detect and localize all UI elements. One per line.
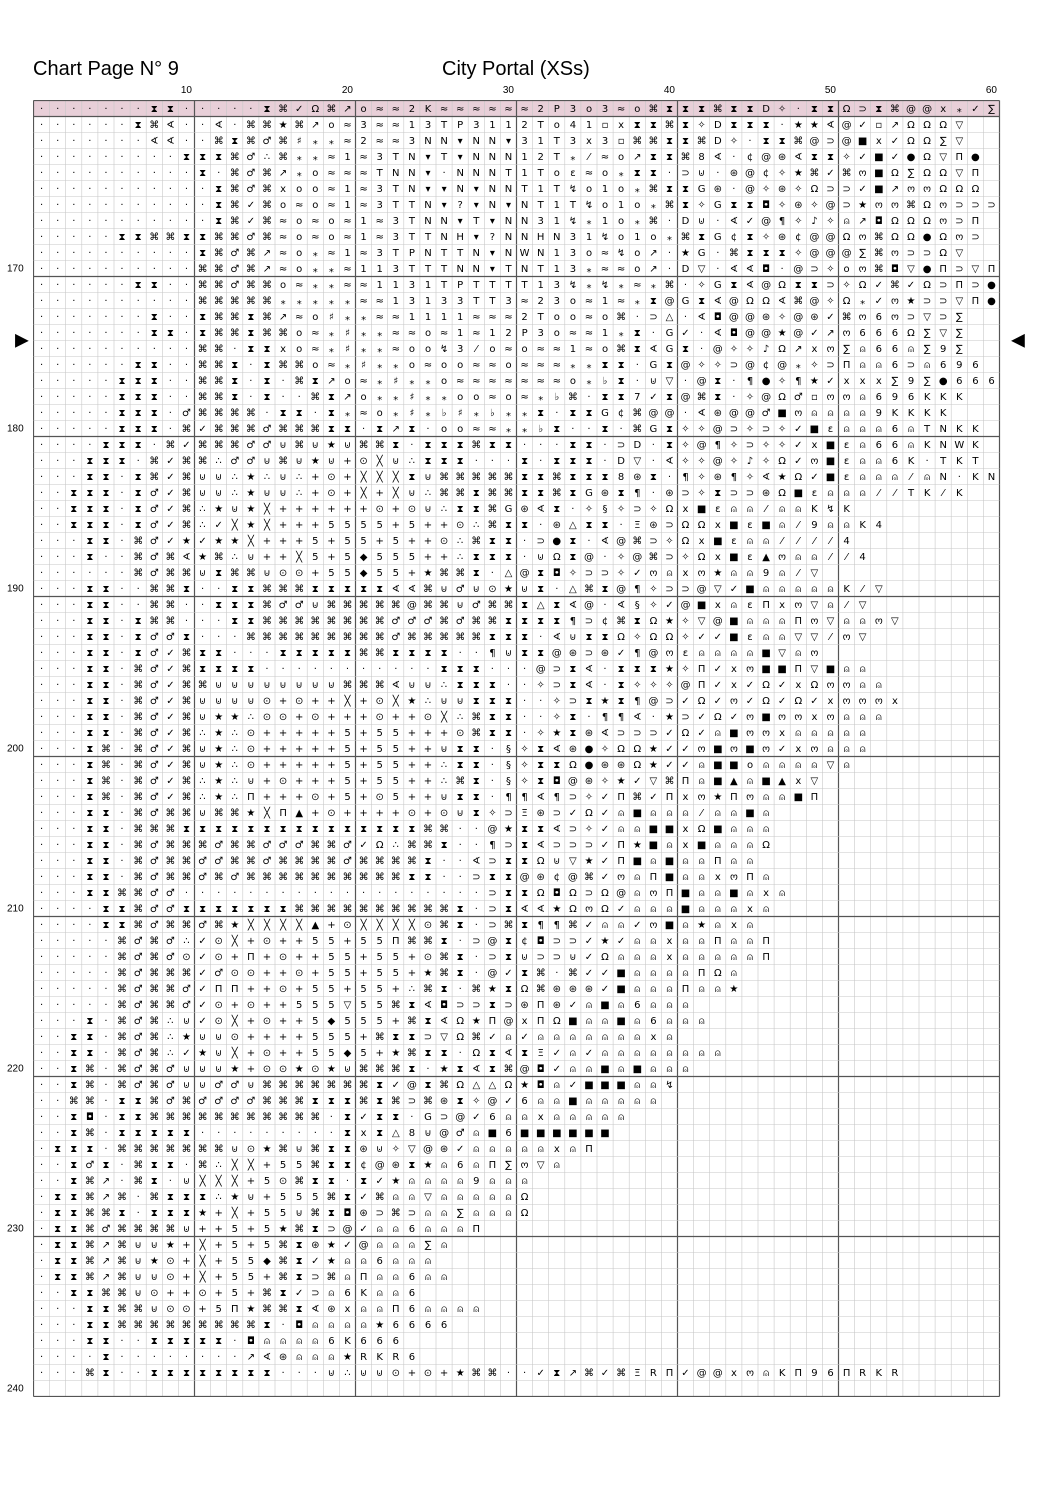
column-number: 50 xyxy=(824,85,836,96)
symbol-row: · · · · · · · · · ⧗ ⧗ ⧗ ⌘ ♂ ∴ ⌘ ⁎ ⁎ ≈ 1 ≈ 3 T N ▾ T ▾ N N N 1 2 T ⁎ ⁄ ≈ ο ↗ ⧗ ⧗ ⌘ 8 ∢ · ¢ @ ⊛ ∢ ⧗ ⧗ ✧ ✓ ■ ✓ ● Ω ▽ Π ● xyxy=(40,152,980,163)
symbol-row: · · ⧗ ⧗ ⧗ · ⧗ ♂ ✓ ⌘ ⊍ ⊍ ∴ ★ ⊍ ⊍ ∴ + ⊙ + ╳ + ╳ ⊍ ∴ ⌘ ⌘ ⧗ ⌘ ⌘ ⧗ ⧗ ⌘ ⧗ G ⊛ ⧗ ¶ · ⊛ ⊃ ✧ ⧗ ⊃ ⊃ ⊛ Ω ■ ε ⍝ ⍝ ⍝ ⁄ ⁄ T K ⁄ K xyxy=(40,488,963,499)
row-number: 180 xyxy=(7,423,24,434)
symbol-row: · · · ⧗ ⌘ · ⌘ ♂ ✓ ⌘ ∴ ★ ∴ Π + + + ⊙ + 5 + ⊙ 5 + + ⊍ ⧗ ⧗ · ¶ ¶ ∢ ¶ ⊃ ✧ ✓ Π ⌘ ✓ Π x ო ★ Π ო ⍝ ⍝ ■ Π xyxy=(40,792,819,803)
symbol-row: · · · ⧗ ⧗ · ⌘ ♂ ✓ ⌘ ⌘ ⊍ ⊍ ⊍ ⊍ ⊍ ⊍ ⊍ ⊍ ⌘ ⌘ ⌘ ∢ ⊍ ⊍ ∴ ⧗ ⧗ ⧗ · · ✧ ⊃ ⧗ ∢ · ⧗ ✧ ✧ ✧ @ Π ✓ x ✓ Ω ✓ x Ω ო ო ⍝ ⍝ xyxy=(40,680,882,691)
symbol-row: · · ⧗ ◘ · ⧗ ⧗ ⌘ ⌘ ⌘ ⌘ ⌘ ⌘ ⌘ ⌘ ⌘ ⌘ ⌘ · ⧗ ✓ ⧗ ⧗ · G ⊃ @ ✓ 6 ⍝ ⍝ x ⍝ ⍝ ⍝ ⍝ ⍝ xyxy=(40,1112,625,1123)
symbol-row: · · · · · · ⧗ ⧗ · · ⌘ ⌘ ⧗ · ⧗ ⌘ ⌘ ο ≈ ⁎ ♯ ⁎ ⁎ ο ≈ ο ο ≈ ≈ ο ≈ ≈ ≈ ⁎ ⁎ ⧗ ⧗ · G ⧗ @ ✧ ✧ ⊃ @ ¢ @ ⁎ ✧ ⊃ Π ⍝ ⍝ 6 ⊃ ⍝ 6 9 6 xyxy=(40,360,979,371)
symbol-row: · · · · · · ⧗ ⧗ · · ⌘ ⌘ ♂ ⌘ ⌘ ο ≈ ⁎ ⁎ ≈ ≈ 1 1 3 1 T P T T T T 1 3 ↯ ⁎ ↯ ⁎ ≈ ⁎ ⌘ · ✧ G ⧗ ∢ @ Ω ⧗ ⧗ ⊃ ✧ Ω ✓ ⌘ ✓ Ω ⊃ Π ⊃ ● xyxy=(40,280,996,291)
symbol-row: · ⧗ ⧗ ⌘ ↗ ⌘ ⊍ ★ ⊙ + ╳ + 5 5 ◆ ⌘ ⧗ ✓ ★ ⍝ ⍝ 6 ⍝ ⍝ ⍝ xyxy=(40,1256,431,1267)
symbol-row: · · ⧗ ⌘ ↗ · ⌘ ⧗ · ⊍ ╳ ╳ ╳ + 5 ⊙ ⌘ ⧗ ⧗ · ⧗ ✓ ★ ⍝ ⍝ ⍝ ⍝ 9 ⍝ ⍝ ⍝ xyxy=(40,1176,528,1187)
symbol-row: · · · · ⧗ · · · · · · · · ↗ ∢ ⊛ ⍝ ⍝ ⍝ ★ R K R 6 xyxy=(40,1352,416,1363)
symbol-row: · · ⧗ ⧗ ⧗ · ⧗ ♂ ✓ ⌘ ∴ ★ ⊍ ★ ╳ + + + + + + ⊙ + ⊙ ⊍ ∴ ⧗ ⧗ ⌘ G ⊛ ∢ ⧗ · ✧ § ✧ ⊃ ✧ Ω x ■ ε ⍝ ⍝ ⁄ ⍝ ⍝ K ↯ K xyxy=(40,504,850,515)
column-number: 20 xyxy=(341,85,353,96)
symbol-row: · · · · · · · ∢ ∢ · · ⌘ ⧗ ⌘ ♂ ⌘ ♯ ⁎ ⁎ ≈ 2 ≈ ≈ 3 N N ▾ N N ▾ 3 1 T 3 x 3 ▫ ⌘ ⌘ ⧗ ⧗ ⌘ D ✧ · ⧗ ⧗ ⌘ @ ⊃ @ ■ x ✓ Ω Ω ∑ ▽ xyxy=(40,136,964,147)
symbol-row: · · · · · · · ⧗ ⧗ · ⧗ ⌘ ⌘ ⧗ ⌘ ⌘ ο ≈ ⁎ ♯ ⁎ ⁎ ≈ ≈ ο ≈ 1 ≈ 1 2 P 3 ο ≈ ≈ 1 ⁎ ⧗ · G ✓ · ∢ ◘ @ @ ★ @ ✓ ↗ ო 6 6 6 Ω ∑ ▽ ∑ xyxy=(40,328,963,339)
pattern-chart xyxy=(33,100,1001,1397)
row-number: 190 xyxy=(7,583,24,594)
symbol-row: · · · · · · ⌘ ♂ ⌘ ⌘ ⊍ ⧗ ⌘ ⌘ ⊍ ⊙ ⊙ + 5 5 ◆ 5 5 + ★ ⌘ ⌘ ⧗ · △ @ ⧗ ◘ ✧ ⊃ ⊃ ✧ ✓ ო ⍝ x ო ★ ⍝ ⍝ 9 ⍝ ⁄ ▽ xyxy=(40,568,819,579)
symbol-row: · · · · ⧗ ⧗ ⧗ · ⌘ ✓ ⌘ ⌘ ⌘ ♂ ♂ ⊍ ⌘ ⊍ ★ ⊍ ⌘ ⌘ ⧗ · ⧗ ⧗ ⧗ ⌘ ⧗ ⧗ · · · ⧗ ⧗ · ⊃ D · ⧗ ✧ @ ¶ ✧ ⊃ ✧ ✧ ✓ x ■ ε ⍝ 6 6 ⍝ K N W K xyxy=(40,440,979,451)
symbol-row: · · · ⧗ ⧗ ⧗ · ⌘ ✓ ⌘ ⌘ ∴ ♂ ♂ ⊍ ⌘ ⊍ ★ ⊍ + ⊙ ╳ ⊍ ∴ ⧗ ⧗ ⧗ · · · ⧗ · ⧗ ⧗ ⧗ · D ▽ · ∢ ✧ ✧ @ ✧ ♪ ✧ Ω ✓ ო ■ ε ⍝ ⍝ 6 K · T K T xyxy=(40,456,979,467)
symbol-row: · · · ⧗ ⧗ · ⌘ ♂ ✓ ⌘ ∴ ★ ∴ ⊙ + + + + + 5 + 5 5 + + + ⊙ ⌘ ⧗ ⧗ · ✧ ★ ⧗ ⊛ ∢ ⊃ ⊃ ⊃ ✓ Ω ✓ ⍝ ■ ო ო x ⍝ ⍝ ⍝ ⍝ ⍝ xyxy=(40,728,866,739)
symbol-row: · · · ⧗ ⌘ · ⌘ ♂ ✓ ⌘ ⊍ ★ ∴ ⊙ + + + + + 5 + 5 5 + + ⊍ ⧗ ⧗ · § ✧ ⧗ ∢ ⊛ ● ✧ Ω Ω ★ ✓ ✓ ო ■ ო ■ ო ✓ x ო ⍝ ⍝ ⍝ xyxy=(40,744,866,755)
symbol-row: · ⧗ ⧗ ⧗ · ⌘ ⌘ ⌘ ⌘ ⌘ ⌘ ⌘ ⊍ ⊙ ★ ⌘ ⊍ ⌘ ⧗ ⧗ ⊛ ⊍ ✧ ▽ @ ⊛ ✓ ⍝ ⍝ ⍝ ⍝ ⍝ x ⍝ Π xyxy=(40,1144,593,1155)
symbol-row: · · · · · ⧗ ⧗ ⌘ ⌘ ⧗ ⧗ ⌘ ⌘ ♂ ⌘ ≈ ο ≈ ο ≈ 1 ≈ 3 T T N H ▾ ? N N H N 3 1 ↯ ο 1 ο ⁎ ⌘ ⧗ G ¢ ⧗ ✧ ⊛ ¢ @ @ Ω ო ⌘ Ω Ω ● Ω ო ⊃ xyxy=(40,232,980,243)
column-number: 30 xyxy=(502,85,514,96)
symbol-row: · · · · ⧗ ⧗ ⌘ ♂ ⌘ ⌘ ♂ ⌘ ★ ╳ ╳ ╳ ╳ ▲ + ⊙ ╳ ╳ ╳ ╳ ⊙ ⌘ ⧗ · ⊃ ⌘ ⧗ ¶ ¶ ⌘ ✓ ⍝ ⍝ ✓ ო ■ ⍝ ★ ⍝ x ⍝ xyxy=(40,920,753,931)
row-number: 240 xyxy=(7,1383,24,1394)
symbol-row: · · · ⧗ · · ⌘ ♂ ⌘ ∢ ★ ⌘ ∴ ⊍ + + ╳ 5 + 5 ◆ 5 5 5 + + ∴ ⧗ ⧗ ⧗ · ⊍ Ω ⧗ @ · ✧ @ ⌘ ⊃ ✧ Ω x ■ ε ▲ ო ⍝ ⍝ ⁄ ⁄ 4 xyxy=(40,552,866,563)
symbol-row: · ⧗ ⧗ ⌘ ↗ ⌘ ⊍ ⊍ ⊙ + ╳ + 5 5 + ⌘ ⧗ ⊃ ⌘ ⍝ Π ⍝ ⍝ 6 ⍝ ⍝ xyxy=(40,1272,448,1283)
symbol-row: · · · · · ⧗ ⧗ ⧗ · · ⌘ ⌘ ⧗ · ⧗ · ⌘ ⧗ ↗ ο ≈ ⁎ ♯ ⁎ ⁎ ο ≈ ≈ ≈ ≈ ≈ ≈ ≈ ο ⁎ ♭ ⧗ · ⊍ ▽ · @ ⧗ · ¶ ● ✧ ¶ ★ ✓ x x x ∑ 9 ∑ ● 6 6 6 xyxy=(40,376,995,387)
symbol-row: · · · · · ⌘ ♂ ⌘ ♂ ⊙ ✓ ⊙ + Π + ⊙ + + 5 5 + 5 5 + ⊙ ⌘ ⧗ · ⊃ ⧗ ⊍ ⊃ ⊃ ⊍ ✓ Ω ⍝ ⍝ ⍝ x ⍝ ⍝ ⍝ ⍝ ⍝ Π xyxy=(40,952,770,963)
symbol-row: · · · ⧗ ⌘ · ⌘ ♂ ✓ ⌘ ⊍ ★ ∴ ⊙ + + + + + 5 + 5 5 + + ∴ ⧗ ⧗ · § ✧ ⧗ ⧗ Ω ● ⊛ ⊛ Ω ★ ✓ ✓ ⍝ ■ ■ ο ⍝ ⍝ ⍝ ⍝ ▽ ⍝ xyxy=(40,760,850,771)
symbol-row: · · · · · ⧗ ⧗ ⧗ · ♂ ⌘ ⌘ ⌘ ⌘ · ⧗ ⧗ · ⧗ ⁎ ≈ ο ⁎ ♯ ⁎ ♭ ♯ ⁎ ♭ ⁎ ⁎ ⧗ · ⧗ ⧗ G ¢ ⌘ @ @ · ∢ ⊛ @ @ ♂ ■ ო ⍝ ⍝ ⍝ ⍝ 9 K K K K xyxy=(40,408,947,419)
symbol-row: · · · ⧗ ⧗ ⌘ ⌘ ♂ ♂ · · · · · · · · · · · · · · · · · · · ⊃ ⧗ ⧗ Ω ◘ Ω ⊃ Ω @ ⍝ ო Π ■ ⍝ ⍝ ■ ⍝ x ⍝ xyxy=(40,888,786,899)
symbol-row: · · · · · ⧗ ⧗ ⧗ · · ⌘ ⌘ ⧗ · ⧗ · · ⌘ ⧗ ↗ ο ⁎ ⁎ ♯ ⁎ ⁎ ο ο ≈ ο ≈ ⁎ ♭ ⌘ · ⧗ ⧗ 7 ✓ ⧗ @ ⌘ ⧗ · ✧ @ Ω ♂ ▫ ო ო ⍝ 6 9 6 K K K xyxy=(40,392,963,403)
symbol-row: · · · · · · · · · · · ⧗ ⌘ ♂ ⌘ x ο ο ≈ 1 ≈ 3 T N ▾ ▾ N ▾ N N T 1 T ↯ ο 1 ο ⁎ ⌘ ⧗ ⧗ G ⊛ · @ ✧ ⊛ ✧ Ω ⊃ ⊃ ✓ ■ ↗ ო ო Ω Ω Ω xyxy=(40,184,980,195)
symbol-row: · · · ⧗ ⧗ · ⧗ ⌘ ✓ ⌘ ⊍ ⊍ ∴ ★ ∴ ⊍ ∴ + ⊙ + ╳ ╳ ╳ ⧗ ⊍ ⌘ ⌘ ⌘ ⌘ ⌘ ⧗ ⧗ ⌘ ⧗ ⧗ ⧗ 8 ⊛ ⧗ · ¶ ✧ ⊛ ¶ ✧ ∢ ★ Ω ✓ ■ ε ⍝ ⍝ ⍝ ⁄ ⍝ N · K N xyxy=(40,472,996,483)
column-number: 10 xyxy=(180,85,192,96)
symbol-row: · · · · · · · · · · · ⧗ ⌘ ✓ ⌘ ≈ ο ≈ ο ≈ 1 ≈ 3 T N N ▾ T ▾ N N 3 1 ↯ ⁎ 1 ο ⁎ ⌘ · D ⊍ · ∢ ✓ @ ¶ ✧ ♪ ✧ ⍝ ↗ ◘ Ω Ω Ω ო ⊃ Π xyxy=(40,216,980,227)
symbol-row: · · ⧗ ⧗ · ⌘ ♂ ⌘ ∴ ★ ⊍ ⊍ ⊙ + + + + 5 5 5 + ⌘ ⧗ ⧗ ⊃ ▽ Ω ⌘ ✓ ⍝ ✓ ⍝ ⍝ ⍝ ⍝ ⍝ ⍝ ⍝ x ⍝ xyxy=(40,1032,673,1043)
symbol-row: · · ⧗ ⌘ · ⌘ ♂ ⌘ ♂ ⊍ ⊍ ⊍ ★ + ⊙ ⊙ ★ ⊙ ★ ⊍ ⌘ ⌘ ⌘ ⧗ · ★ ⧗ ∢ ⧗ ⌘ @ ◘ ✓ ⍝ ⍝ ■ ⍝ ■ ⍝ ⍝ ⍝ xyxy=(40,1064,689,1075)
symbol-row: · · · · · · · · · · ⌘ ⌘ ♂ ⌘ ↗ ≈ ο ⁎ ⁎ ≈ 1 1 3 T T T N N ▾ T N T 1 3 ⁎ ≈ ≈ ο ↗ · D ▽ · ∢ ∢ ◘ · @ ⊃ ✧ ο ო ⌘ ◘ ▽ ● Π ⊃ ▽ Π xyxy=(40,264,996,275)
symbol-row: · · · ⧗ · ⌘ ♂ ⌘ ∴ ⊍ ✓ ⊙ ╳ + ⊙ + + 5 ◆ 5 5 5 + ⌘ ⧗ ∢ Ω ★ Π @ x Π Ω ■ ⍝ ⍝ ■ ⍝ 6 ⍝ ⍝ ⍝ xyxy=(40,1016,705,1027)
row-number: 230 xyxy=(7,1223,24,1234)
symbol-row: · ⧗ ⧗ ⌘ ↗ ⌘ · ⌘ ⧗ ⧗ ⧗ ∴ ★ ⊍ + 5 5 5 ⌘ ⧗ ✓ ⌘ ⍝ ⍝ ▽ ⍝ ⍝ ⍝ ⍝ ⍝ Ω xyxy=(40,1192,529,1203)
symbol-row: · · · · · · · · · · ⧗ ⌘ ♂ ⌘ ↗ ≈ ο ⁎ ≈ 1 ≈ 3 T P N T T N ▾ N W N 1 3 ο ≈ ↯ ο ↗ · ★ G · ⌘ ⧗ ⧗ ⧗ ✧ @ @ @ ∑ ⌘ ო ⊃ ⊃ Ω ▽ xyxy=(40,248,964,259)
symbol-row: · · · ⧗ ⧗ ⌘ ⌘ ⌘ ⌘ ⌘ ⌘ ⌘ ⌘ ⌘ ⧗ · ◘ ⍝ ⍝ ⍝ ⍝ ★ 6 6 6 6 xyxy=(40,1320,448,1331)
symbol-row: · · · · · ⌘ ♂ ⌘ ⌘ ♂ ✓ ⊙ + ⊙ + + 5 5 5 ▽ 5 5 ⌘ ⧗ ∢ ◘ ⊃ ⊃ ⧗ ⊃ ⊛ Π ⊛ ✓ ⍝ ■ ⍝ 6 ⍝ ⍝ ⍝ xyxy=(40,1000,689,1011)
symbol-row: · · · · · ⌘ ♂ ⌘ ⌘ ♂ ✓ Π Π + + ⊙ + 5 5 + 5 5 + ∴ ⌘ ⧗ · ⌘ ★ ⧗ Ω ⌘ ⊛ ⊛ ⊛ ✓ ■ ⍝ ⍝ ⍝ Π ⍝ ⍝ ★ xyxy=(40,984,739,995)
symbol-row: · · · · · · · ⧗ ⧗ · · · · · ⧗ ⌘ ✓ Ω ⌘ ↗ ο ≈ ≈ 2 K ≈ ≈ ≈ ≈ ≈ ≈ 2 P 3 ο 3 ≈ ο ⌘ ⧗ ⧗ ⧗ ⌘ ⧗ ⧗ D ✧ · ⧗ ⧗ Ω ⊃ ⧗ ⌘ @ @ x ⁎ ✓ ∑ xyxy=(40,104,995,115)
row-number: 170 xyxy=(7,263,24,274)
symbol-row: · ⧗ ⧗ ⌘ ♂ ⌘ ⌘ ⌘ ⌘ ⊍ + + 5 + 5 ★ ⌘ ⧗ ⊃ @ ✓ ⍝ ⍝ 6 ⍝ ⍝ ⍝ Π xyxy=(40,1224,481,1235)
center-marker-left: ▶ xyxy=(15,329,29,350)
symbol-row: · · · ⧗ ⧗ · · ⌘ ⌘ · · ⧗ ⧗ ⧗ ⌘ ♂ ♂ ⊍ ⌘ ⌘ ⌘ ⌘ ⌘ @ ⌘ ⌘ ⊍ ♂ ⌘ ⌘ ⧗ △ ⧗ ∢ @ · ∢ § ✧ ✓ @ ■ x ⍝ ε Π x ო ▽ ⍝ ⁄ ▽ xyxy=(40,600,867,611)
symbol-row: · · · · · ⧗ ⧗ ⧗ · ⌘ ✓ ⌘ ⌘ ⌘ ♂ ⌘ ⌘ ⌘ ⧗ ⧗ · ⧗ ↗ ⧗ · ο ο ≈ ≈ ⁎ ⁎ ♭ ⧗ · · ⧗ · ⌘ G ⧗ ✧ ✧ @ ⊃ ✧ ⊃ ✧ ✓ ■ ε ⍝ ⍝ ⍝ 6 ⍝ T N K K xyxy=(40,424,979,435)
pattern-grid xyxy=(33,100,1001,1397)
symbol-row: · · · · ⧗ ⧗ ⌘ ♂ ♂ ⧗ ⧗ ⧗ ⧗ ⧗ ⧗ ⧗ ⌘ ⌘ ⌘ ⌘ ⌘ ⌘ ⌘ ⌘ ⌘ ⌘ ⧗ · ⊃ ⧗ ∢ ∢ ★ Ω ო Ω ✓ ⍝ ⍝ ⍝ ■ ⍝ ⍝ ⍝ x ⍝ xyxy=(40,904,770,915)
column-number: 60 xyxy=(985,85,997,96)
symbol-row: · · · ⧗ ⧗ · ⌘ ♂ ⌘ ⌘ ♂ ⌘ ♂ ⌘ ⌘ ⌘ ⌘ ⌘ ⌘ ⌘ ⌘ ⌘ ⌘ ⧗ ⧗ · · ⊃ ⧗ ⧗ @ ⊛ ¢ @ ⌘ ✓ ო ⍝ Π ■ ⍝ ⍝ x ო Π ⍝ xyxy=(40,872,770,883)
symbol-row: · · · ⧗ ⧗ · ⌘ ♂ ⌘ ⌘ ⌘ ♂ ⌘ ⌘ ♂ ♂ ♂ ⌘ ⌘ ♂ ✓ Ω ∴ ⌘ ⌘ ⧗ · · ¶ ⊃ ⧗ ∢ ⊃ ⊃ ⊃ ✓ Π ★ ■ ⍝ x ■ ⍝ ⍝ ⍝ Ω xyxy=(40,840,770,851)
symbol-row: · · ⧗ ⌘ · ⌘ ♂ ⌘ ♂ ⊍ ⊍ ♂ ♂ ⊍ ⌘ ⌘ ⌘ ⌘ ⌘ ⌘ ⌘ ⧗ ✓ @ ⧗ ⌘ Ω △ △ Ω ★ ◘ ⍝ ✓ ■ ■ ■ ⍝ ⍝ ↯ xyxy=(40,1080,674,1091)
symbol-row: · · · · · · · · · · ⌘ ⌘ · ⧗ ⧗ x ο ≈ ⁎ ♯ ⁎ ⁎ ≈ ο ο ↯ 3 ⁄ ο ≈ ο ≈ ≈ 1 ≈ ο ⌘ ⧗ ∢ G ⧗ · @ ✧ ✧ ♪ Ω ↗ x ო ∑ ⍝ 6 6 ⍝ ∑ 9 ∑ xyxy=(40,344,963,355)
symbol-row: · · · · · · · · · · · ⧗ ⌘ ✓ ⌘ ο ≈ ο ≈ 1 ≈ 3 T T N ▾ ? ▾ N ▾ N T 1 T ↯ ο 1 ο ⁎ ⌘ ⧗ ✧ G ⧗ ⧗ ◘ ✧ ⊛ ✧ @ ⊃ ★ ო ო ⌘ Ω ო ⊃ ⊃ ⊃ xyxy=(40,200,996,211)
symbol-row: · · · ⧗ ⧗ · ⌘ ♂ ✓ ⌘ ⊍ ⊍ ⊍ ⊍ ⊙ + ⊙ + + ╳ + ⊙ ╳ ★ ∴ ⊍ ⊍ ⧗ ⧗ ⧗ · · ✧ ⊃ ⧗ ★ ⧗ ¶ @ ⊃ ✓ Ω ✓ ო ✓ Ω ✓ Ω ✓ x ო ო ო x xyxy=(40,696,898,707)
symbol-row: · · · ⧗ ⧗ · ⧗ ⌘ ⌘ · · · ⧗ ⧗ ⌘ ⌘ ⌘ ⌘ ⌘ ⌘ ⌘ ⌘ ♂ ♂ ♂ ⌘ ♂ ⌘ ⌘ ⧗ ⧗ ⧗ ⧗ ¶ ⊃ ¢ ⌘ ⧗ Ω ★ ✧ ▽ @ ■ ⍝ ⍝ ⍝ Π ო ▽ ⍝ ⍝ ო ▽ xyxy=(40,616,899,627)
page-title: Chart Page N° 9 xyxy=(33,58,179,80)
symbol-row: · · · ⌘ ⧗ · · ⧗ ⧗ ⧗ ⧗ ⧗ ⧗ ⧗ ⧗ · · · ⊍ ∴ ⊍ ⊍ ⊙ + ⊙ + ★ ⌘ ⌘ · · ✓ ⧗ ↗ ⌘ ✓ ⌘ Ξ R Π ✓ @ @ x ო ⍝ K Π 9 6 Π R K R xyxy=(40,1368,899,1379)
symbol-row: · · · · · ⌘ ♂ ⌘ ♂ ∴ ✓ ⊙ ╳ + ⊙ + + 5 5 + 5 5 Π ⌘ ⌘ ⧗ · ⊃ @ ⧗ ¢ ◘ ⊃ ⊃ ✓ ★ ✓ ⍝ ⍝ x ⍝ ⍝ Π ⍝ ⍝ Π xyxy=(40,936,770,947)
symbol-row: · · · ⧗ ⧗ · ⌘ ⌘ ⌘ ⧗ ⧗ ⧗ ⧗ ⧗ ⧗ ⧗ ⧗ ⧗ ⧗ ⧗ ⧗ ⧗ ⧗ ⧗ ⌘ ⌘ · · @ ★ ⧗ ⧗ ∢ ⊃ ✧ ✓ ⍝ ⍝ ■ ■ x Ω ■ ⍝ ⍝ ⍝ xyxy=(40,824,770,835)
symbol-row: · · · · · · · ⧗ · · ⧗ ⌘ ⌘ ⧗ ⌘ ↗ ≈ ο ♯ ⁎ ⁎ ≈ ≈ 1 1 1 1 ≈ ≈ ≈ 2 T ο ο ≈ ο ⌘ · ⊃ △ · ∢ ◘ @ @ ⊛ ✧ @ ⊛ ✓ ⌘ ო 6 ო ⊃ ▽ ⊃ ∑ xyxy=(40,312,963,323)
symbol-row: · · · · · · · · · · ⧗ · ⌘ ♂ ⌘ ↗ ⁎ ο ≈ ≈ ≈ T N N ▾ · N N N T 1 T ο ε ≈ ο ⁎ ⧗ ⧗ · ⊃ ⊍ · ⊛ @ ¢ ✧ ★ ⌘ ✓ ⌘ ო ■ Ω ∑ Ω Ω ▽ Π xyxy=(40,168,980,179)
symbol-row: · · · ⧗ ⧗ · ⌘ ♂ ✓ ⌘ ⧗ ⧗ ⧗ ⧗ · · · · · · · · · · · ⧗ ⧗ ⧗ · · · @ ⊃ ⧗ ∢ · ⧗ ⧗ ⧗ ★ ✧ Π ✓ x ო ■ ■ Π ▽ ■ ⍝ ⍝ xyxy=(40,664,866,675)
symbol-row: · · ⧗ ♂ ⧗ · ⌘ ⧗ ⧗ · ⌘ ∴ ╳ ╳ + 5 5 ⌘ ⧗ ⧗ ¢ @ ⊛ ⧗ ★ ⍝ 6 ⍝ Π ∑ ო ▽ ⍝ xyxy=(40,1160,560,1171)
symbol-row: · · · ⧗ ⧗ · ⌘ ♂ ✓ ⌘ ⊍ ★ ★ ∴ ⊙ ⊙ + ⊙ + + + ⊙ + + ⊙ ╳ ∴ ⌘ ⧗ ⧗ · · ✧ ⧗ · ¶ ¶ ∢ · ★ ⊃ ✓ Ω ✓ ო ■ ო ო x ო ⍝ ⍝ ⍝ xyxy=(40,712,882,723)
symbol-row: · · ⧗ ⧗ ⧗ · ⧗ ♂ ✓ ⌘ ∴ ✓ ╳ ★ ╳ + + + 5 5 5 5 + 5 + + ⊙ ∴ ⌘ ⧗ ⧗ · ⊛ △ ⧗ ⧗ · Ξ ⊛ ⊃ Ω Ω x ■ ε ■ ⍝ ⁄ 9 ⍝ ⍝ K 4 xyxy=(40,520,882,531)
row-number: 200 xyxy=(7,743,24,754)
chart-name: City Portal (XSs) xyxy=(442,58,590,80)
symbol-row: · · · ⧗ ⧗ · · ⌘ ⌘ ⧗ · · ⧗ ⧗ ⌘ ⌘ ⌘ ⧗ ⧗ ⧗ ⧗ ⧗ ∢ ∢ ⌘ ⊍ ♂ ⊍ ⊙ ★ ⊍ ⧗ · △ ⌘ ⧗ @ ¶ ✧ ⊃ ⊃ @ ▽ ✓ ■ ⍝ ⍝ ⍝ ⍝ ⍝ K ⁄ ▽ xyxy=(40,584,883,595)
row-number: 220 xyxy=(7,1063,24,1074)
symbol-row: · ⧗ ⧗ ⌘ ⌘ ⧗ · ⧗ ⧗ ⧗ ★ + ╳ + 5 5 ⊍ ⌘ ⧗ ◘ ⊛ ⊃ ⌘ ⊃ ⍝ ⍝ ∑ ⍝ ⍝ ⍝ Ω xyxy=(40,1208,529,1219)
symbol-row: · · · ⧗ ⌘ · ⌘ ♂ ✓ ⌘ ∴ ★ ∴ ⊍ + ⊙ + + + 5 + 5 5 + + ∴ ⌘ ⧗ · § ✧ ⧗ ◘ @ ⊛ ✧ ★ ✓ ▽ ⌘ Π ⍝ ■ ▲ ⍝ ■ ▲ x ▽ xyxy=(40,776,819,787)
symbol-row: · · ⌘ ⌘ · ⧗ ⧗ ⌘ ♂ ⌘ ♂ ♂ ♂ ♂ ⌘ ⌘ ⌘ ⧗ ⧗ ⧗ ⌘ ⧗ ⌘ ⊃ ⌘ ⊛ ⧗ ✧ @ ✓ 6 ⍝ ⍝ ■ ⍝ ⍝ ⍝ ⍝ ⍝ xyxy=(40,1096,657,1107)
symbol-row: · · · · · · · · · · ⌘ ⌘ ⌘ ⌘ ⌘ ⁎ ⁎ ⁎ ⁎ ⁎ ≈ ≈ 1 3 1 3 3 T T 3 ≈ 2 3 ο ≈ 1 ≈ ⁎ ⧗ @ G ⧗ ∢ @ Ω Ω ∢ ⌘ @ ✧ Ω ⁎ ✓ ო ★ ⊃ ⊃ ▽ Π ● xyxy=(40,296,996,307)
symbol-row: · · · ⧗ ⧗ · ⌘ ♂ ⌘ ⌘ ⊍ ⌘ ⌘ ★ ╳ Π ▲ + ⊙ + + + + ⊙ + ⊙ ⊍ ⧗ ✧ ⊃ Ξ ⊛ ⊃ ✓ Ω ✓ ⍝ ■ ⍝ ⍝ ⍝ ⁄ ⍝ ⍝ ■ ⍝ xyxy=(40,808,770,819)
symbol-row: · · · ⧗ ⧗ · ⧗ ♂ ♂ ⧗ · · · ⌘ ⌘ ⌘ ⌘ ⌘ ⌘ ⌘ ⌘ ⌘ ♂ ⌘ ⌘ ⌘ ⌘ ⌘ ⧗ ⧗ ⧗ · ∢ ⊍ ⧗ ⧗ Ω ✧ Ω Ω ✧ ✓ ✓ ■ ε ⍝ ⍝ ▽ ▽ ⁄ ო ▽ xyxy=(40,632,867,643)
symbol-row: · · ⧗ ⧗ · ⌘ ♂ ⌘ ∴ ✓ ★ ⊍ ╳ + ⊙ + + 5 5 ◆ 5 + ★ ⌘ ⧗ ⧗ · Ω ⧗ ∢ ⧗ Ξ ✓ ⍝ ✓ ⍝ ⍝ ⍝ ⍝ ⍝ ⍝ ⍝ ⍝ xyxy=(40,1048,721,1059)
symbol-row: · · · · · · ⧗ ⌘ ∢ · · ∢ · ⌘ ⌘ ★ ⌘ ↗ ο ≈ 3 ≈ ≈ 1 3 T P 3 1 1 2 T ο 4 1 ▫ x ⧗ ⧗ ⌘ ⧗ ✧ D ⧗ ⧗ ⧗ · ★ ★ ∢ @ ✓ ▫ ↗ Ω Ω Ω ▽ xyxy=(40,120,964,131)
symbol-row: · · · ⧗ ⧗ · ⧗ ♂ ✓ ⌘ ⧗ ⧗ · · · ⧗ ⧗ ⧗ ⧗ ⧗ ⌘ ⌘ ⧗ ⧗ ⧗ ⧗ · · ¶ ⊍ ⧗ ⧗ @ ⊛ ⊃ ⊛ ✓ ¶ @ ო ε ⍝ ⍝ ⍝ ⍝ ■ ▽ ⍝ ო xyxy=(40,648,819,659)
symbol-row: · · ⧗ ⧗ ⌘ ⌘ ⊍ ⊙ + + ⊙ + 5 + ⌘ ⧗ ✓ ⊃ ⍝ 6 K ⍝ ⍝ 6 xyxy=(40,1288,416,1299)
symbol-row: · · · ⧗ ⧗ ⌘ ⌘ ⊍ ⊙ ⊙ + 5 Π ★ ⌘ ⌘ ⧗ ∢ ⊛ x ⍝ ⍝ Π 6 ⍝ ⍝ ⍝ ⍝ xyxy=(40,1304,480,1315)
symbol-row: · · · ⧗ ⧗ · · ⧗ ⧗ ⧗ ⧗ ⧗ · ◘ ⍝ ⍝ ⍝ ⍝ 6 K 6 6 6 xyxy=(40,1336,399,1347)
center-marker-right: ◀ xyxy=(1011,329,1025,350)
row-number: 210 xyxy=(7,903,24,914)
symbol-row: · ⧗ ⧗ ⌘ ↗ ⌘ ⊍ ⊍ ★ + ╳ + 5 + 5 ⌘ ⧗ ⊛ ★ ✓ @ ⍝ ⍝ ⍝ ∑ ⍝ xyxy=(40,1240,448,1251)
symbol-row: · · · · · ⌘ ♂ ⌘ ⌘ ⌘ ✓ ♂ ⊙ ⊙ + + ⊙ + 5 5 + 5 5 + ★ ⌘ ⧗ · @ ✓ ⧗ ⌘ · ⌘ ✓ ✓ ■ ⍝ ⍝ ⍝ ⍝ Π Ω ⍝ xyxy=(40,968,737,979)
symbol-row: · · · ⧗ ⧗ · ⌘ ♂ ✓ ★ ✓ ★ ★ ╳ + + + 5 + 5 5 + 5 + + ⊙ ∴ ⌘ ⧗ ⧗ · ⊃ ● ⧗ · ∢ @ ⌘ ⊃ ✧ Ω x ■ ε ⍝ ⍝ ⁄ ⁄ ⁄ ⁄ 4 xyxy=(40,536,850,547)
symbol-row: · · ⧗ ⌘ · ⧗ ⧗ ⧗ ⧗ ⧗ · · · · · · · · · ⧗ x ⧗ △ 8 ⊍ @ ♂ ⍝ ■ 6 ■ ■ ■ ■ ■ ■ xyxy=(40,1128,610,1139)
column-number: 40 xyxy=(663,85,675,96)
symbol-row: · · · ⧗ ⧗ · ⌘ ♂ ⌘ ⌘ ♂ ♂ ⌘ ⌘ ♂ ⌘ ⌘ ⌘ ⌘ ♂ ⌘ ⌘ ⌘ ⌘ ⧗ · · ∢ ⊃ ⧗ ⧗ Ω ⊍ ▽ ★ ✓ Π ■ ⍝ ■ ⍝ ⍝ Π ⍝ ⍝ xyxy=(40,856,753,867)
